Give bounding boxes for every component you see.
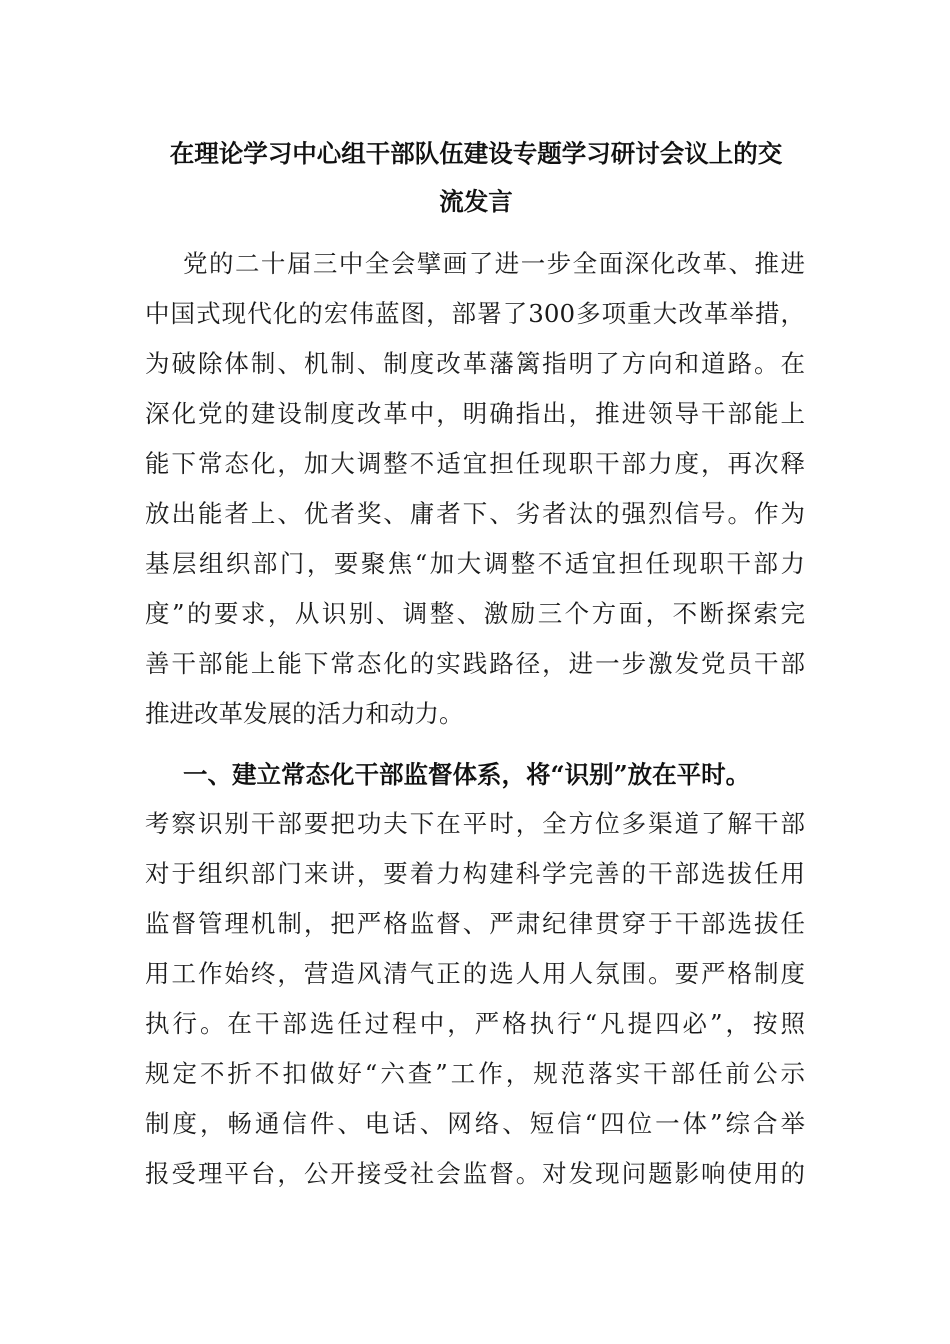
paragraph-line: 基层组织部门，要聚焦“加大调整不适宜担任现职干部力 [145, 549, 805, 578]
paragraph-line: 规定不折不扣做好“六查”工作，规范落实干部任前公示 [145, 1059, 805, 1088]
paragraph-line: 考察识别干部要把功夫下在平时，全方位多渠道了解干部 [145, 809, 805, 838]
paragraph-line: 为破除体制、机制、制度改革藩篱指明了方向和道路。在 [145, 349, 805, 378]
document-title-line-1: 在理论学习中心组干部队伍建设专题学习研讨会议上的交 [169, 139, 783, 168]
paragraph-line: 监督管理机制，把严格监督、严肃纪律贯穿于干部选拔任 [145, 909, 805, 938]
paragraph-line: 用工作始终，营造风清气正的选人用人氛围。要严格制度 [145, 959, 805, 988]
paragraph-line: 善干部能上能下常态化的实践路径，进一步激发党员干部 [145, 649, 805, 678]
paragraph-line: 推进改革发展的活力和动力。 [145, 699, 464, 728]
paragraph-line: 中国式现代化的宏伟蓝图，部署了300多项重大改革举措， [145, 299, 805, 328]
paragraph-line: 能下常态化，加大调整不适宜担任现职干部力度，再次释 [145, 449, 805, 478]
section-heading: 一、建立常态化干部监督体系，将“识别”放在平时。 [183, 760, 751, 789]
paragraph-line: 制度，畅通信件、电话、网络、短信“四位一体”综合举 [145, 1109, 805, 1138]
paragraph-line: 度”的要求，从识别、调整、激励三个方面，不断探索完 [145, 599, 805, 628]
paragraph-line: 深化党的建设制度改革中，明确指出，推进领导干部能上 [145, 399, 805, 428]
paragraph-line: 党的二十届三中全会擘画了进一步全面深化改革、推进 [183, 249, 805, 278]
paragraph-line: 放出能者上、优者奖、庸者下、劣者汰的强烈信号。作为 [145, 499, 805, 528]
paragraph-line: 执行。在干部选任过程中，严格执行“凡提四必”，按照 [145, 1009, 805, 1038]
paragraph-line: 对于组织部门来讲，要着力构建科学完善的干部选拔任用 [145, 859, 805, 888]
document-title-line-2: 流发言 [439, 187, 513, 216]
paragraph-line: 报受理平台，公开接受社会监督。对发现问题影响使用的 [145, 1159, 805, 1188]
